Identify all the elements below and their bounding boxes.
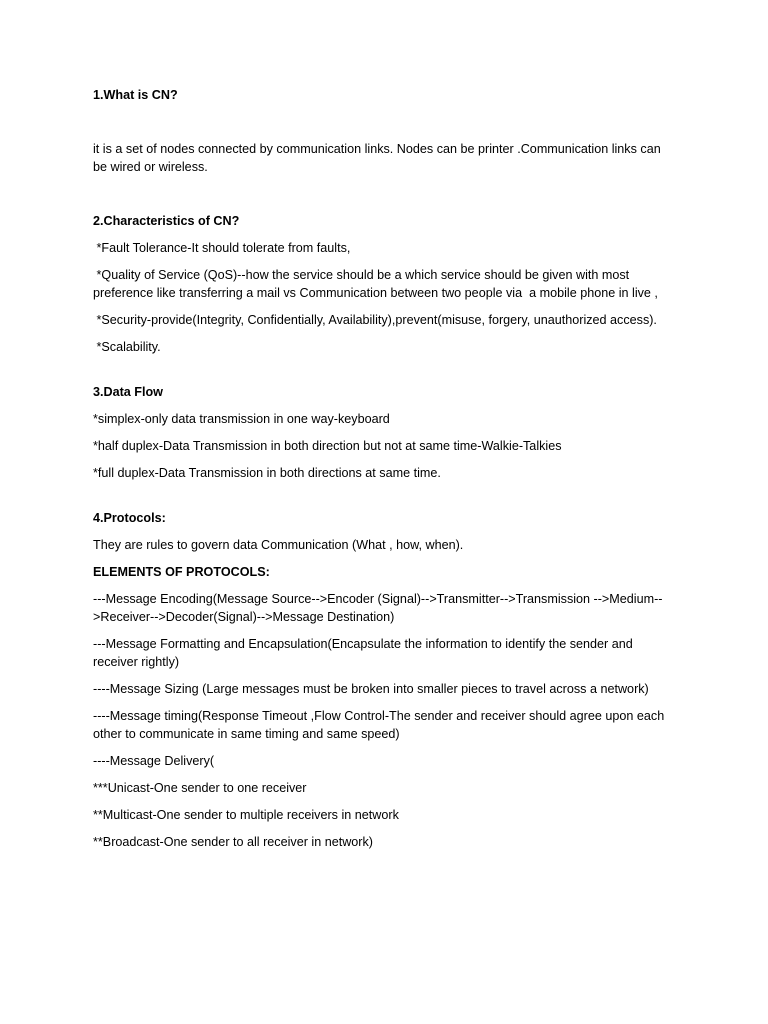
subheading-elements-of-protocols: ELEMENTS OF PROTOCOLS: xyxy=(93,565,270,579)
paragraph-cn-definition: it is a set of nodes connected by communication links. Nodes can be printer .Communication links can be wired or wireless. xyxy=(93,142,665,174)
item-broadcast: **Broadcast-One sender to all receiver in network) xyxy=(93,835,373,849)
bullet-scalability: *Scalability. xyxy=(93,340,161,354)
bullet-half-duplex: *half duplex-Data Transmission in both direction but not at same time-Walkie-Talkies xyxy=(93,439,562,453)
item-unicast: ***Unicast-One sender to one receiver xyxy=(93,781,307,795)
bullet-simplex: *simplex-only data transmission in one way-keyboard xyxy=(93,412,390,426)
bullet-full-duplex: *full duplex-Data Transmission in both directions at same time. xyxy=(93,466,441,480)
paragraph-protocols-intro: They are rules to govern data Communication (What , how, when). xyxy=(93,538,464,552)
item-message-sizing: ----Message Sizing (Large messages must be broken into smaller pieces to travel across a network) xyxy=(93,682,649,696)
bullet-fault-tolerance: *Fault Tolerance-It should tolerate from faults, xyxy=(93,241,351,255)
bullet-security: *Security-provide(Integrity, Confidentially, Availability),prevent(misuse, forgery, unauthorized access). xyxy=(93,313,657,327)
heading-characteristics: 2.Characteristics of CN? xyxy=(93,214,240,228)
item-message-encoding: ---Message Encoding(Message Source-->Encoder (Signal)-->Transmitter-->Transmission -->Medium-->Receiver-->Decoder(Signal)-->Message Destination) xyxy=(93,592,663,624)
heading-protocols: 4.Protocols: xyxy=(93,511,166,525)
document-page xyxy=(93,86,673,860)
item-message-formatting: ---Message Formatting and Encapsulation(Encapsulate the information to identify the sender and receiver rightly) xyxy=(93,637,637,669)
bullet-quality-of-service: *Quality of Service (QoS)--how the service should be a which service should be given with most preference like transferring a mail vs Communication between two people via a mobile phone in live , xyxy=(93,268,658,300)
item-message-timing: ----Message timing(Response Timeout ,Flow Control-The sender and receiver should agree upon each other to communicate in same timing and same speed) xyxy=(93,709,668,741)
heading-data-flow: 3.Data Flow xyxy=(93,385,163,399)
heading-what-is-cn: 1.What is CN? xyxy=(93,88,178,102)
item-message-delivery: ----Message Delivery( xyxy=(93,754,215,768)
item-multicast: **Multicast-One sender to multiple receivers in network xyxy=(93,808,399,822)
